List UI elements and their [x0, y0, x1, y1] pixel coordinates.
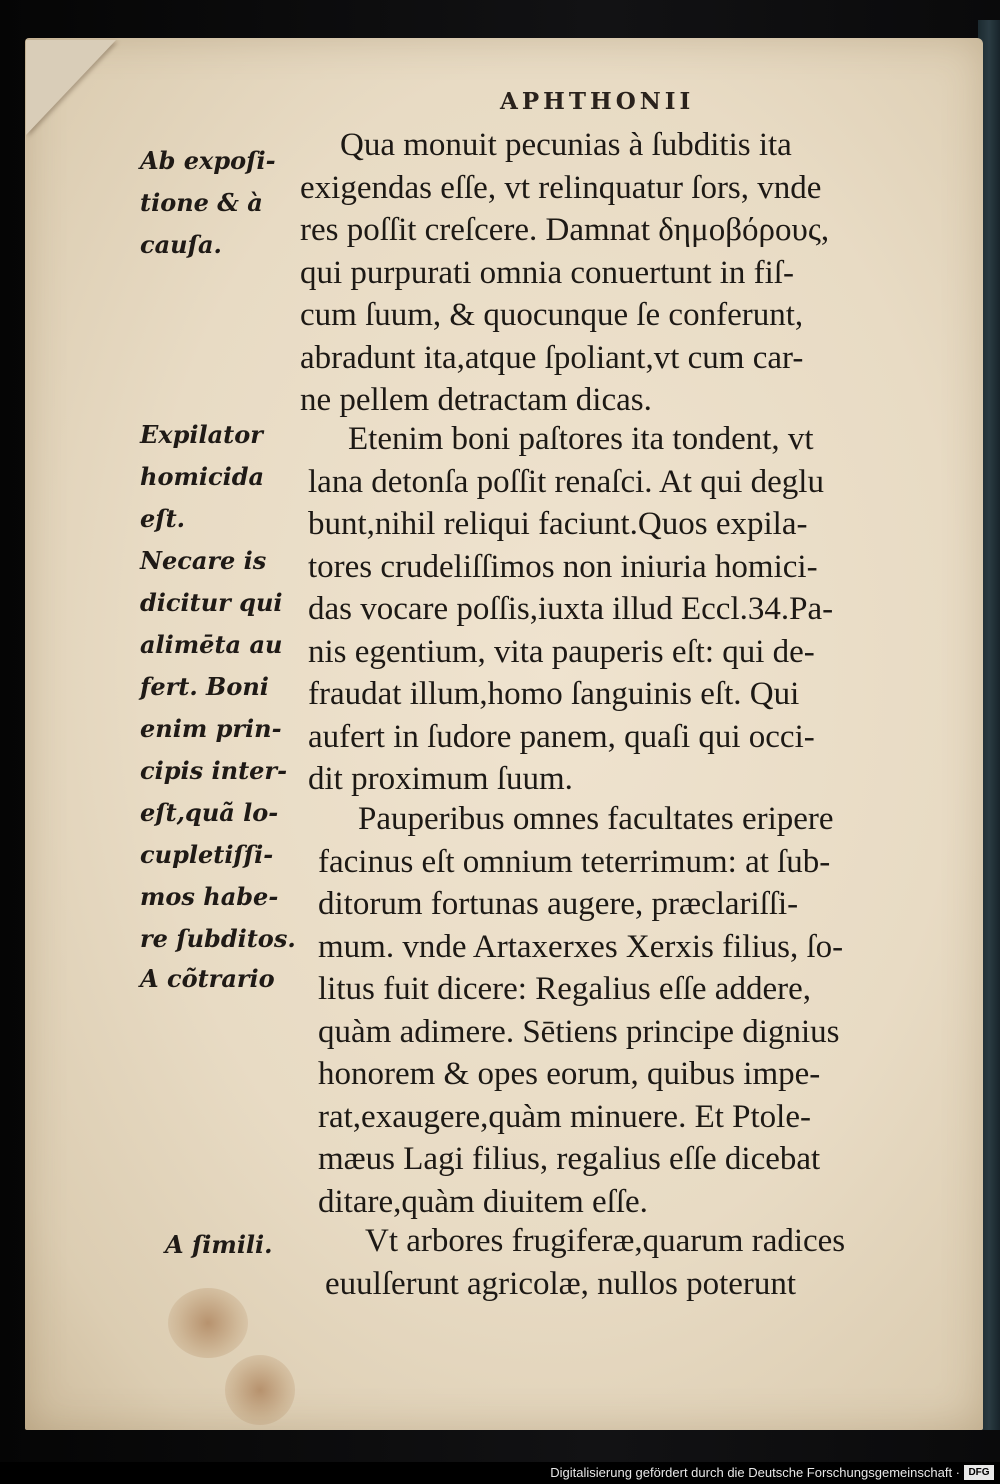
text-line: dit proximum ſuum.	[308, 761, 573, 797]
text-line: mum. vnde Artaxerxes Xerxis filius, ſo-	[318, 928, 844, 965]
margin-note: A ſimili.	[165, 1230, 273, 1259]
text-line: abradunt ita,atque ſpoliant,vt cum car-	[300, 339, 804, 376]
dfg-logo: DFG	[964, 1465, 994, 1480]
text-line: ne pellem detractam dicas.	[300, 382, 652, 418]
body-text	[325, 1220, 965, 1305]
text-line: Vt arbores frugiferæ,quarum radices	[365, 1223, 846, 1259]
text-line: quàm adimere. Sētiens principe dignius	[318, 1013, 840, 1050]
text-line: qui purpurati omnia conuertunt in fiſ-	[300, 254, 794, 291]
text-line: cum ſuum, & quocunque ſe conferunt,	[300, 297, 804, 333]
text-line: litus fuit dicere: Regalius eſſe addere,	[318, 971, 811, 1007]
text-line: mæus Lagi filius, regalius eſſe dicebat	[318, 1141, 821, 1177]
text-line: nis egentium, vita pauperis eſt: qui de-	[308, 633, 815, 670]
text-line: ditare,quàm diuitem eſſe.	[318, 1183, 648, 1220]
text-line: bunt,nihil reliqui faciunt.Quos expila-	[308, 506, 808, 542]
margin-note: A cõtrario	[140, 964, 275, 993]
text-line: Qua monuit pecunias à ſubditis ita	[340, 127, 792, 163]
margin-note: Expilator homicida eſt.	[140, 420, 265, 533]
text-line: aufert in ſudore panem, quaſi qui occi-	[308, 718, 815, 755]
stain-mark	[168, 1288, 248, 1358]
text-line: rat,exaugere,quàm minuere. Et Ptole-	[318, 1098, 811, 1135]
text-line: tores crudeliſſimos non iniuria homici-	[308, 548, 818, 585]
text-line: ditorum fortunas augere, præclariſſi-	[318, 886, 799, 922]
text-line: lana detonſa poſſit renaſci. At qui deglu	[308, 463, 824, 500]
text-line: Etenim boni paſtores ita tondent, vt	[348, 421, 814, 457]
text-line: honorem & opes eorum, quibus impe-	[318, 1056, 821, 1092]
text-line: exigendas eſſe, vt relinquatur ſors, vnde	[300, 169, 822, 206]
running-head: APHTHONII	[500, 88, 695, 115]
body-text	[308, 418, 948, 801]
body-text	[300, 124, 940, 422]
margin-note: Necare is dicitur qui alimēta au fert. Boni enim prin- cipis inter- eſt,quã lo- cupletiſſi- mos habe- re ſubditos.	[140, 546, 296, 953]
body-text	[318, 798, 958, 1223]
text-line: euulſerunt agricolæ, nullos poterunt	[325, 1265, 797, 1302]
text-line: Pauperibus omnes facultates eripere	[358, 801, 834, 837]
text-line: facinus eſt omnium teterrimum: at ſub-	[318, 843, 831, 880]
funding-credit: Digitalisierung gefördert durch die Deutsche Forschungsgemeinschaft ·	[550, 1465, 960, 1480]
folded-corner	[26, 40, 116, 135]
text-line: res poſſit creſcere. Damnat δημοβόρους,	[300, 212, 830, 248]
margin-note: Ab expoſi- tione & à cauſa.	[140, 146, 276, 259]
text-line: fraudat illum,homo ſanguinis eſt. Qui	[308, 676, 800, 712]
stain-mark	[225, 1355, 295, 1425]
text-line: das vocare poſſis,iuxta illud Eccl.34.Pa-	[308, 591, 834, 627]
